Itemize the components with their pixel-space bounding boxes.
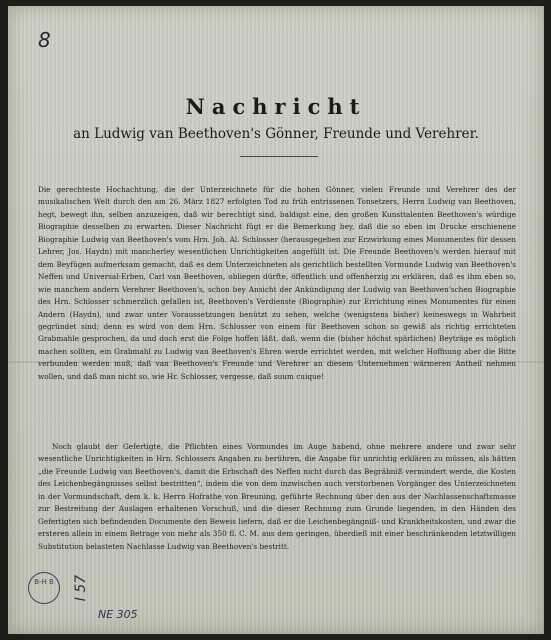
document-sheet xyxy=(8,6,544,634)
title-divider xyxy=(240,156,318,157)
shelfmark-annotation: I 57 xyxy=(73,574,90,602)
document-subtitle: an Ludwig van Beethoven's Gönner, Freunde und Verehrer. xyxy=(73,126,479,142)
library-stamp: B-H B xyxy=(28,572,60,604)
document-title: Nachricht xyxy=(185,94,367,119)
paragraph-2: Noch glaubt der Gefertigte, die Pflichten eines Vormundes im Auge habend, ohne mehrere andere und zwar sehr wesentliche Unrichtigkeiten in Hrn. Schlossers Angaben zu berühren, die Angabe für unrichtig erklären zu müssen, als hätten „die Freunde Ludwig van Beethoven's, damit die Erbschaft des Neffen nicht durch das Begräbniß vermindert werde, die Kosten des Leichenbegängnisses selbst bestritten“, indem die von dem inzwischen auch verstorbenen Vorgänger des Unterzeichneten in der Vormundschaft, dem k. k. Herrn Hofrathe von Breuning, geführte Rechnung über den aus der Nachlassenschaftsmasse zur Bestreitung der Auslagen erhaltenen Vorschuß, und die dieser Rechnung zum Grunde liegenden, in den Händen des Gefertigten sich befindenden Documente den Beweis liefern, daß er die Leichenbegängniß- und Krankheitskosten, und zwar die ersteren allein in einem Betrage von mehr als 350 fl. C. M. aus dem geringen, überdieß mit einer beschränkenden letztwilligen Substitution belasteten Nachlasse Ludwig van Beethoven's bestritt. xyxy=(38,442,516,551)
paragraph-1: Die gerechteste Hochachtung, die der Unterzeichnete für die hohen Gönner, vielen Freunde und Verehrer des der musikalischen Welt durch den am 26. März 1827 erfolgten Tod zu früh entrissenen Tonsetzers, Herrn Ludwig van Beethoven, hegt, bewegt ihn, selben anzuzeigen, daß wir berechtigt sind, baldigst eine, den großen Kunsttalenten Beethoven's würdige Biographie desselben zu erwarten. Dieser Nachricht fügt er die Bemerkung bey, daß die so eben im Drucke erschienene Biographie Ludwig van Beethoven's vom Hrn. Joh. Al. Schlosser (herausgegeben zur Erzwirkung eines Monumentes für dessen Lehrer, Jos. Haydn) mit mancherley wesentlichen Unrichtigkeiten angefüllt ist. Die Freunde Beethoven's werden hierauf mit dem Beyfügen aufmerksam gemacht, daß es dem Unterzeichneten als gerichtlich bestellten Vormunde Ludwig van Beethoven's Neffen und Universal-Erben, Carl van Beethoven, obliegen dürfte, öffentlich und offenherzig zu erklären, daß es ihm eben so, wie manchem andern Verehrer Beethoven's, schon bey Ansicht der Ankündigung der Ludwig van Beethoven'schen Biographie des Hrn. Schlosser schmerzlich gefallen ist, Beethoven's Verdienste (Biographie) zur Errichtung eines Monumentes für einen Andern (Haydn), und zwar unter Voraussetzungen benützt zu sehen, welche (wenigstens bisher) keineswegs in Wahrheit gegründet sind; denn es wird von dem Hrn. Schlosser von einem für Beethoven schon so gewiß als richtig errichteten Grabmahle gesprochen, da und doch erst die Folge hoffen läßt, daß, wenn die (bisher höchst spärlichen) Beyträge es möglich machen sollten, ein Grabmahl zu Ludwig van Beethoven's Ehren werde errichtet werden, mit welcher Hoffnung aber die Bitte verbunden werden muß, daß van Beethoven's Freunde und Verehrer an diesem Unternehmen wärmeren Antheil nehmen wollen, und daß man nicht so, wie Hr. Schlosser, vergesse, daß suum cuique! xyxy=(38,185,516,381)
catalog-mark: NE 305 xyxy=(98,608,138,621)
archive-number: 8 xyxy=(38,28,51,52)
